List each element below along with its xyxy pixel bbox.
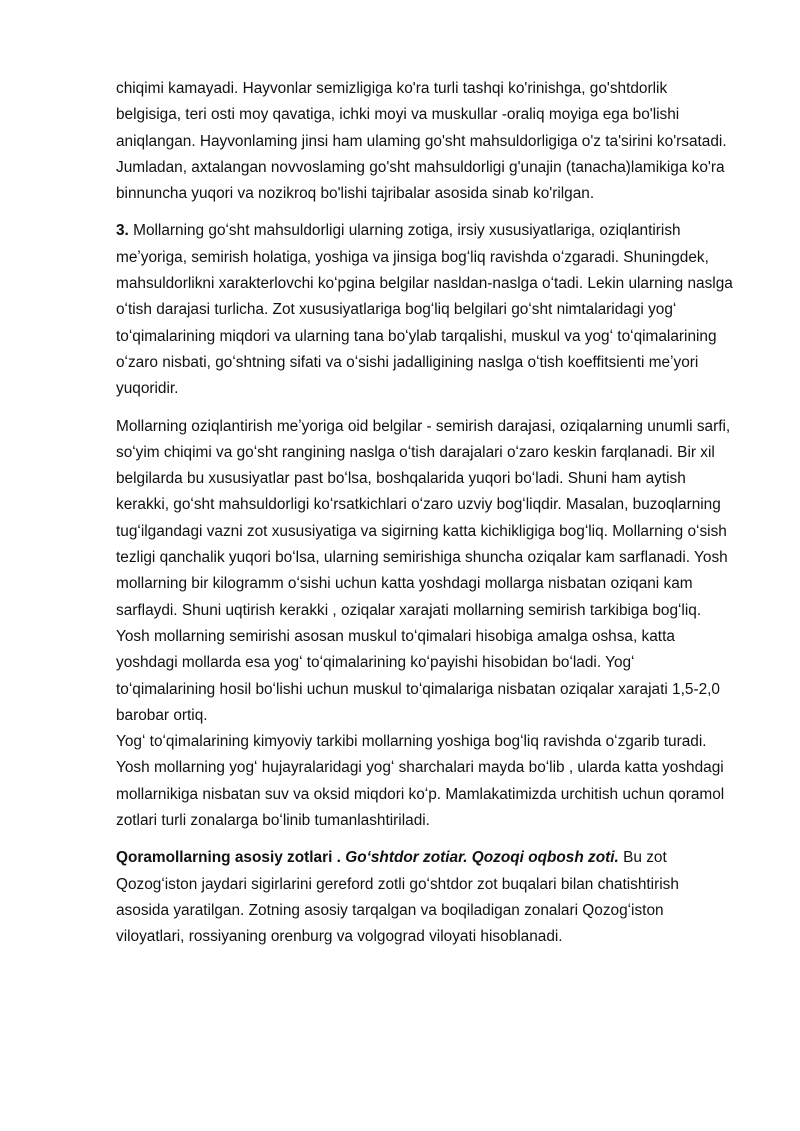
paragraph-text: Bu zot Qozogʻiston jaydari sigirlarini gereford zotli goʻshtdor zot buqalari bilan chatishtirish asosida yaratilgan. Zotning asosiy tarqalgan va boqiladigan zonalari Qozogʻiston viloyatlari, rossiyaning orenburg va volgograd viloyati hisoblanadi. <box>116 849 679 946</box>
section-heading: Qoramollarning asosiy zotlari . <box>116 849 346 867</box>
document-page <box>116 76 736 962</box>
paragraph-3-mahsuldorlik <box>116 218 736 402</box>
paragraph-oziqlantirish <box>116 414 736 730</box>
paragraph-text: Mollarning oziqlantirish meʼyoriga oid belgilar - semirish darajasi, oziqalarning unumli sarfi, soʻyim chiqimi va goʻsht rangining naslga oʻtish darajalari oʻzaro keskin farqlanadi. Bir xil belgilarda bu xususiyatlar past boʻlsa, boshqalarida yuqori boʻladi. Shuni ham aytish kerakki, goʻsht mahsuldorligi koʻrsatkichlari oʻzaro uzviy bogʻliqdir. Masalan, buzoqlarning tugʻilgandagi vazni zot xususiyatiga va sigirning katta kichikligiga bogʻliq. Mollarning oʻsish tezligi qanchalik yuqori boʻlsa, ularning semirishiga shuncha oziqalar kam sarflanadi. Yosh mollarning bir kilogramm oʻsishi uchun katta yoshdagi mollarga nisbatan oziqani kam sarflaydi. Shuni uqtirish kerakki , oziqalar xarajati mollarning semirish tarkibiga bogʻliq. Yosh mollarning semirishi asosan muskul toʻqimalari hisobiga amalga oshsa, katta yoshdagi mollarda esa yogʻ toʻqimalarining koʻpayishi hisobidan boʻladi. Yogʻ toʻqimalarining hosil boʻlishi uchun muskul toʻqimalariga nisbatan oziqalar xarajati 1,5-2,0 barobar ortiq. <box>116 417 731 724</box>
paragraph-yog-toqimalari <box>116 729 736 834</box>
paragraph-number: 3. <box>116 222 129 240</box>
section-subheading: Goʻshtdor zotiar. Qozoqi oqbosh zoti. <box>345 849 619 867</box>
paragraph-asosiy-zotlar <box>116 845 736 950</box>
paragraph-text: Yogʻ toʻqimalarining kimyoviy tarkibi mollarning yoshiga bogʻliq ravishda oʻzgarib turadi. Yosh mollarning yogʻ hujayralaridagi yogʻ sharchalari mayda boʻlib , ularda katta yoshdagi mollarnikiga nisbatan suv va oksid miqdori koʻp. Mamlakatimizda urchitish uchun qoramol zotlari turli zonalarga boʻlinib tumanlashtiriladi. <box>116 733 725 830</box>
paragraph-text: Mollarning goʻsht mahsuldorligi ularning zotiga, irsiy xususiyatlariga, oziqlantirish meʼyoriga, semirish holatiga, yoshiga va jinsiga bogʻliq ravishda oʻzgaradi. Shuningdek, mahsuldorlikni xarakterlovchi koʻpgina belgilar nasldan-naslga oʻtadi. Lekin ularning naslga oʻtish darajasi turlicha. Zot xususiyatlariga bogʻliq belgilari goʻsht nimtalaridagi yogʻ toʻqimalarining miqdori va ularning tana boʻylab tarqalishi, muskul va yogʻ toʻqimalarining oʻzaro nisbati, goʻshtning sifati va oʻsishi jadalligining naslga oʻtish koeffitsienti meʼyori yuqoridir. <box>116 222 733 398</box>
paragraph-semizlik <box>116 76 736 207</box>
paragraph-text: chiqimi kamayadi. Hayvonlar semizligiga ko'ra turli tashqi ko'rinishga, go'shtdorlik belgisiga, teri osti moy qavatiga, ichki moyi va muskullar -oraliq moyiga ega bo'lishi aniqlangan. Hayvonlaming jinsi ham ulaming go'sht mahsuldorligiga o'z ta'sirini ko'rsatadi. Jumladan, axtalangan novvoslaming go'sht mahsuldorligi g'unajin (tanacha)lamikiga ko'ra binnuncha yuqori va nozikroq bo'lishi tajribalar asosida sinab ko'rilgan. <box>116 80 727 203</box>
